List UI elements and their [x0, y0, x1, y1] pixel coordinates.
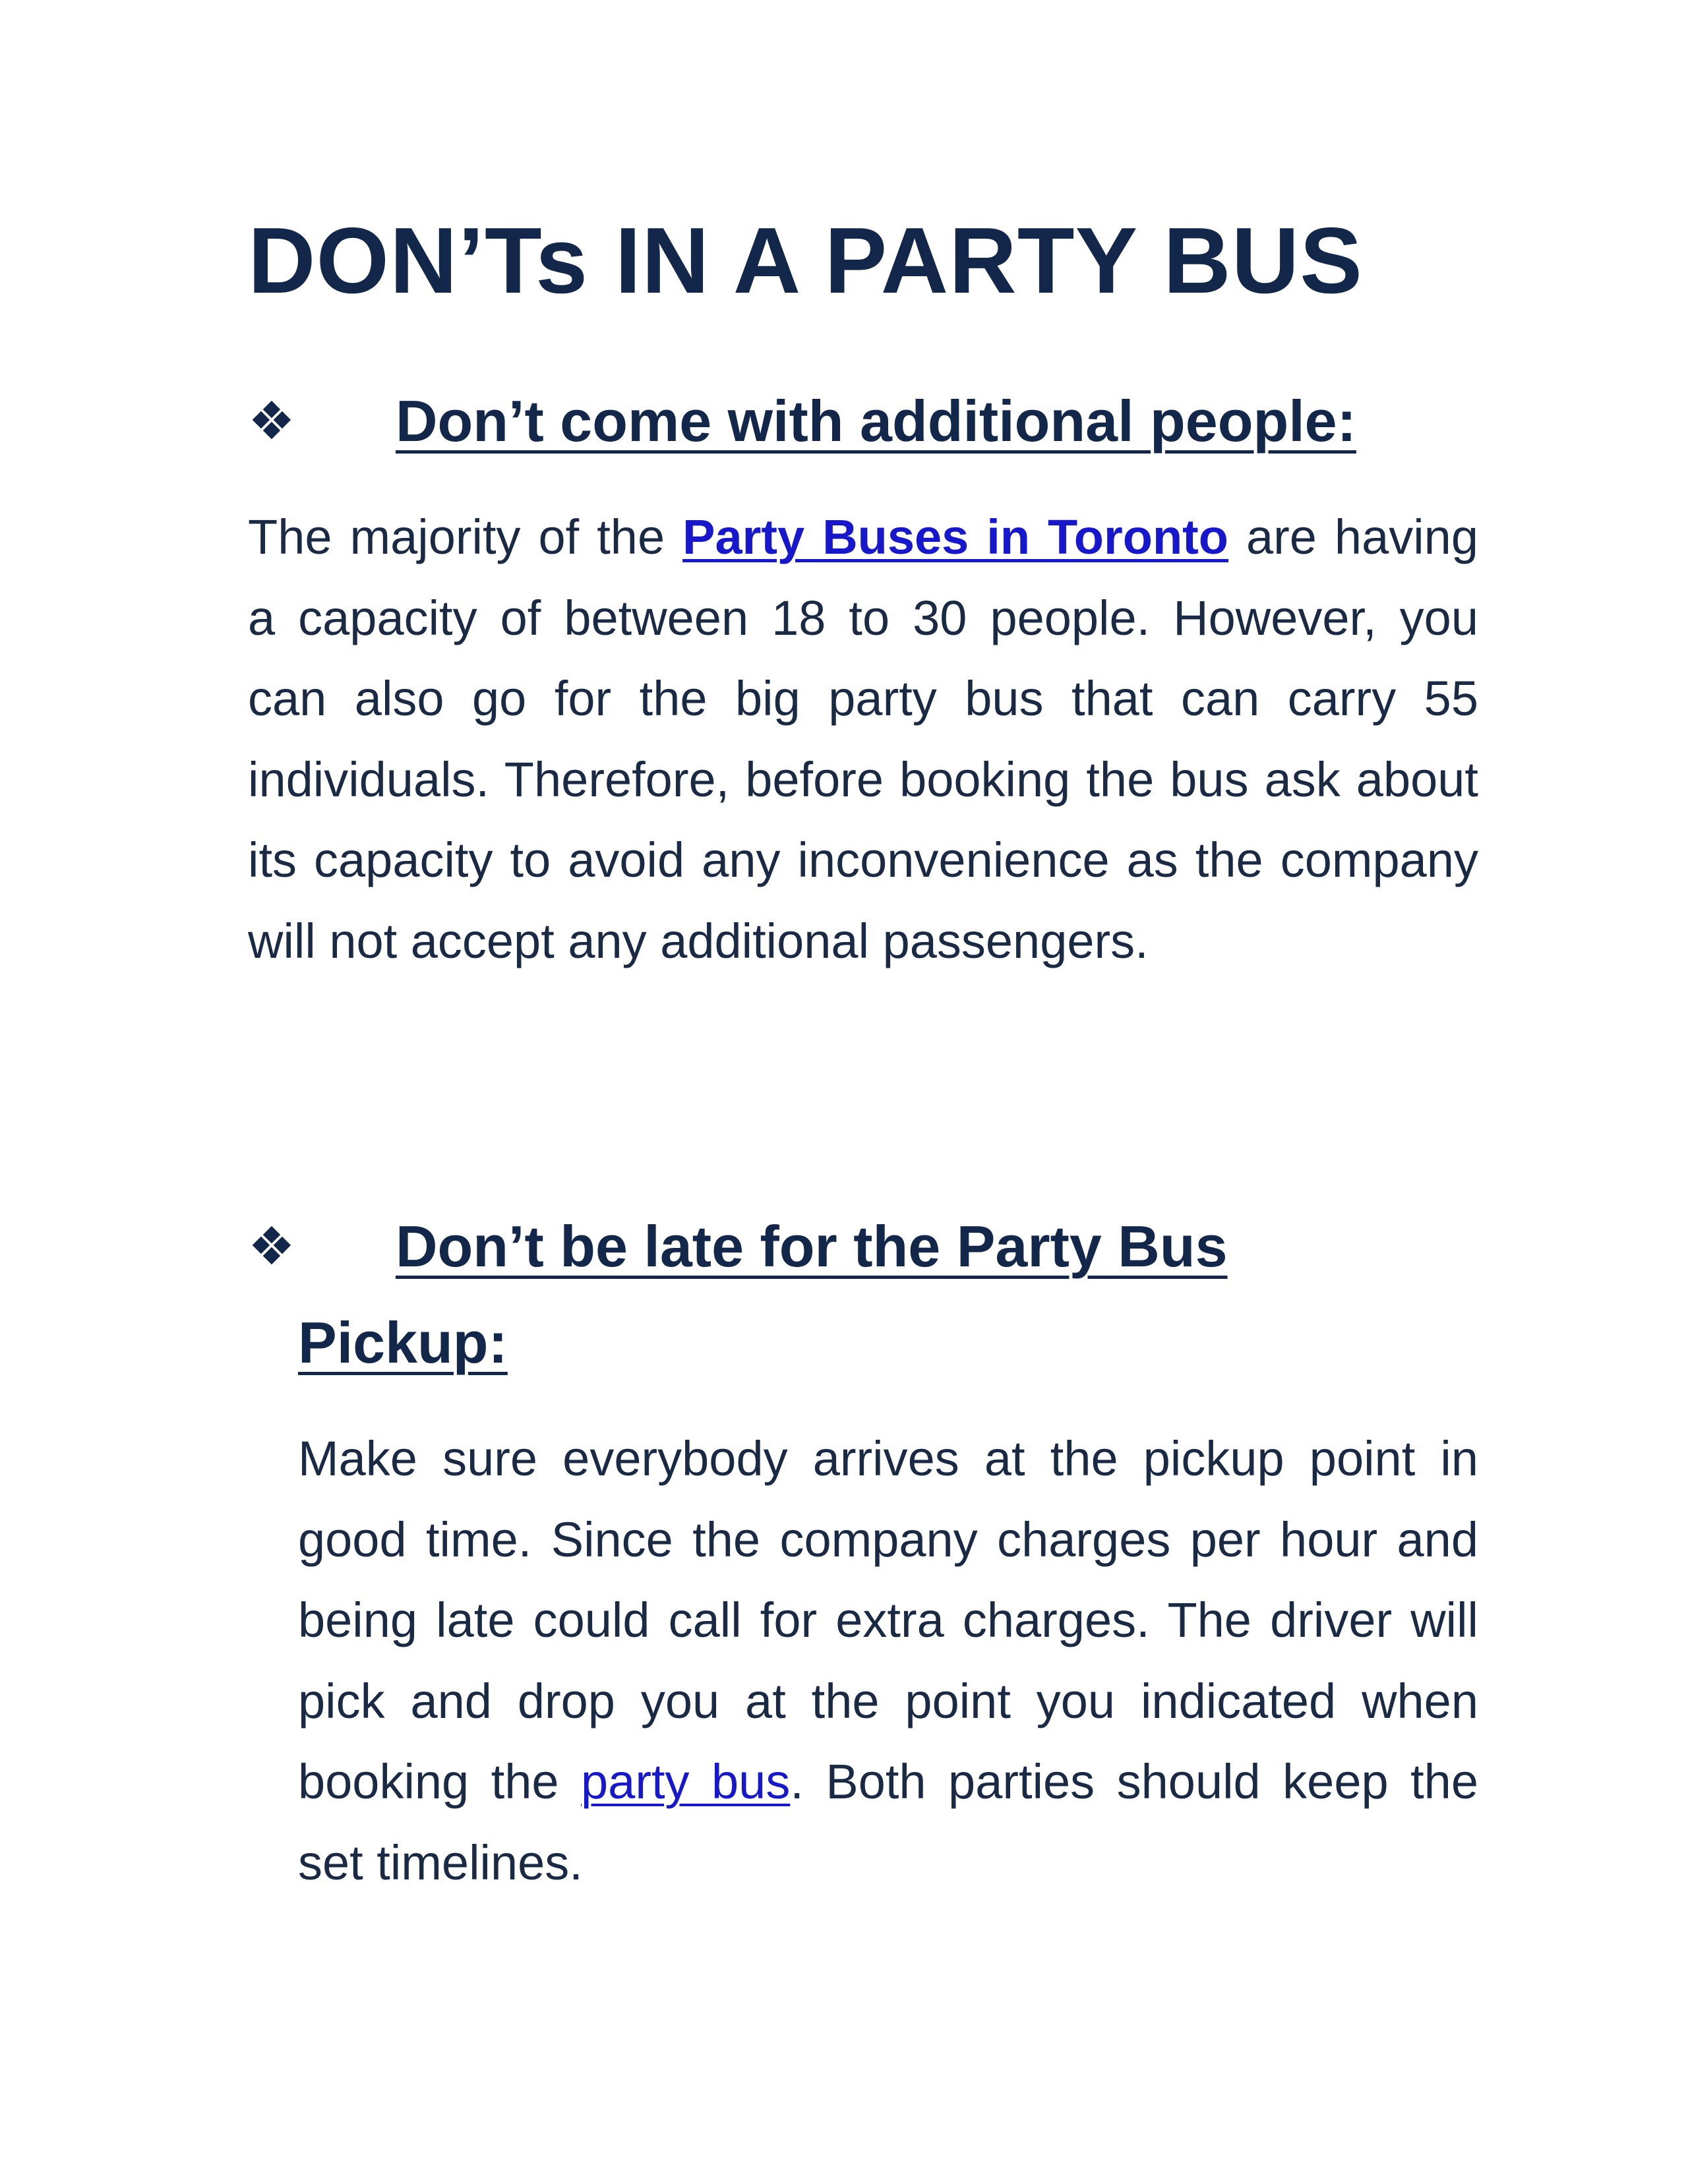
section-paragraph-capacity: [248, 497, 1478, 982]
section-heading-text: Don’t come with additional people:: [396, 388, 1356, 454]
paragraph-text: are having a capacity of between 18 to 30 people. However, you can also go for the big party bus that can carry 55 individuals. Therefore, before booking the bus ask about its capacity to avoid any inconvenience as the company will not accept any additional passengers.: [248, 510, 1478, 968]
diamond-four-icon: ❖: [248, 392, 295, 450]
paragraph-text: . Both parties should keep the set timelines.: [298, 1754, 1478, 1890]
section-heading-continuation: Pickup:: [298, 1310, 508, 1375]
section-heading-late-pickup: [248, 1198, 1228, 1295]
section-paragraph-pickup: [298, 1419, 1478, 1903]
link-party-buses-toronto[interactable]: Party Buses in Toronto: [682, 510, 1228, 564]
page-title: DON’Ts IN A PARTY BUS: [248, 208, 1363, 313]
section-heading-text: Don’t be late for the Party Bus: [396, 1214, 1228, 1279]
link-party-bus[interactable]: party bus: [581, 1754, 791, 1809]
section-heading-additional-people: [248, 373, 1356, 469]
paragraph-text: The majority of the: [248, 510, 683, 564]
paragraph-text: Make sure everybody arrives at the pickup point in good time. Since the company charges per hour and being late could call for extra charges. The driver will pick and drop you at the point you indicated when booking the: [298, 1431, 1478, 1809]
diamond-four-icon: ❖: [248, 1217, 295, 1276]
